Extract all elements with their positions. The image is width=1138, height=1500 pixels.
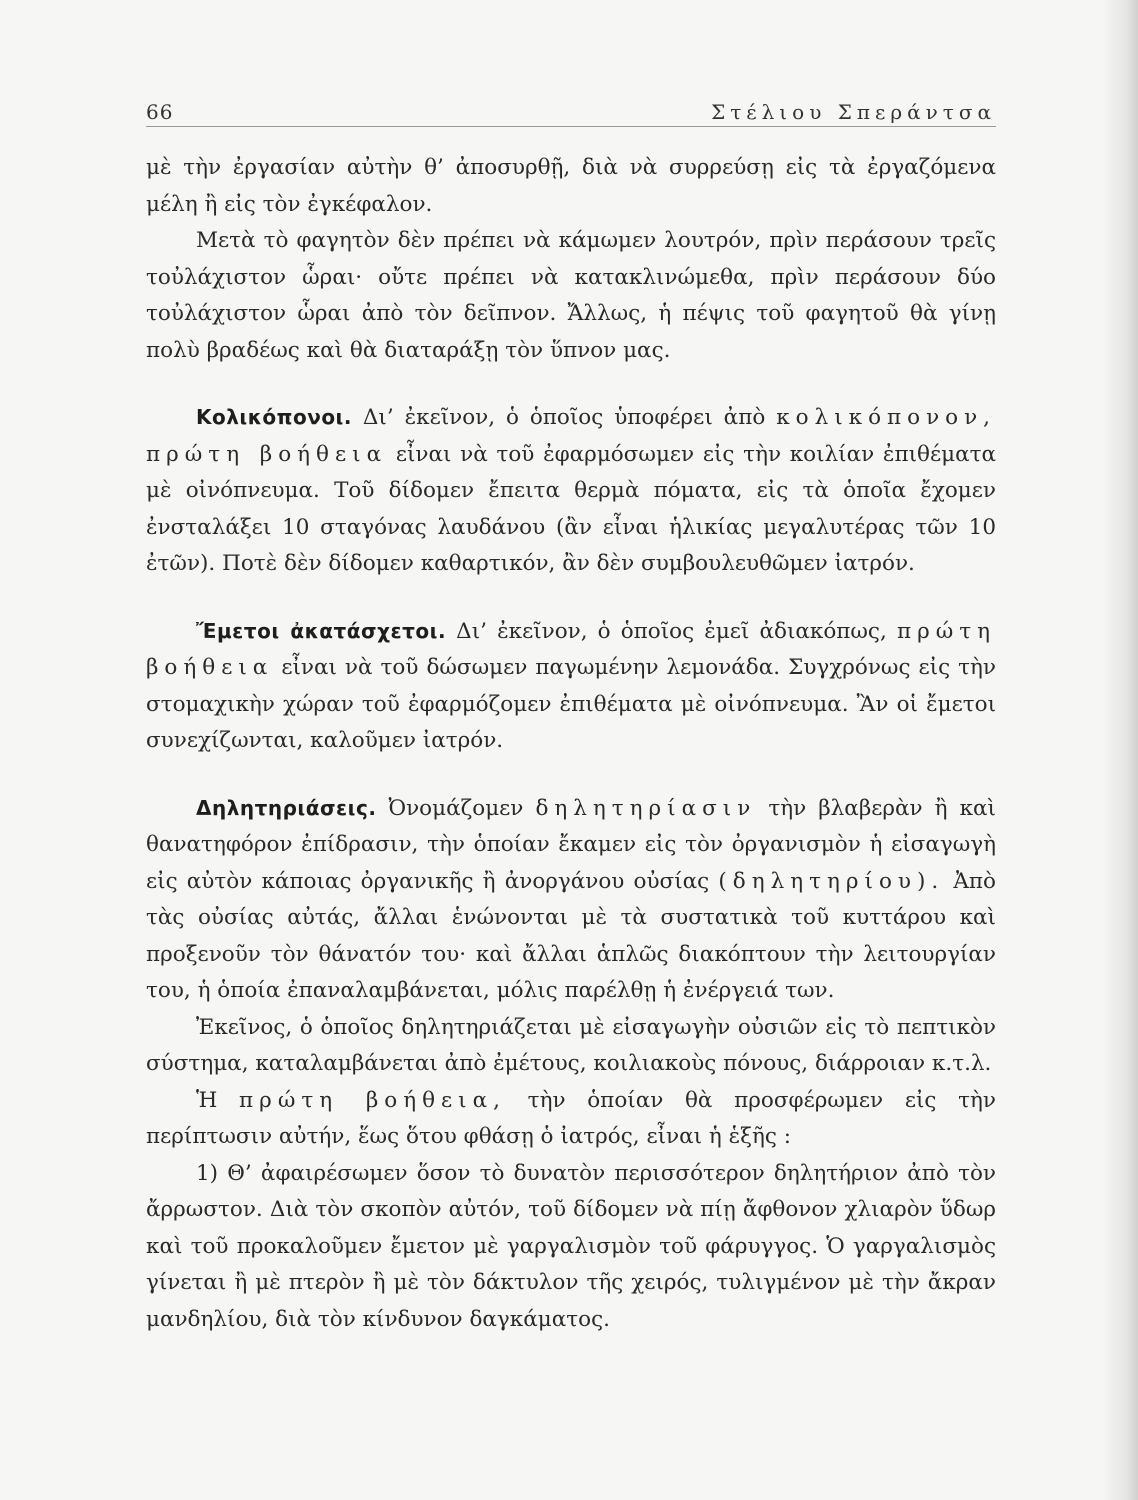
page-header [146,92,996,127]
section-vomiting [146,613,996,760]
section-text: εἶναι νὰ τοῦ ἐφαρμόσωμεν εἰς τὴν κοιλίαν ἐπιθέματα μὲ οἰνόπνευμα. Τοῦ δίδομεν ἔπειτα θερμὰ πόματα, εἰς τὰ ὁποῖα ἔχομεν ἐνσταλάξει 10 σταγόνας λαυδάνου (ἂν εἶναι ἡλικίας μεγαλυτέρας τῶν 10 ἐτῶν). Ποτὲ δὲν δίδομεν καθαρτικόν, ἂν δὲν συμβουλευθῶμεν ἰατρόν. [146,441,997,576]
spaced-emphasis: πρώτη βοήθεια [146,618,997,680]
section-text: Ἀπὸ τὰς οὐσίας αὐτάς, ἄλλαι ἑνώνονται μὲ τὰ συστατικὰ τοῦ κυττάρου καὶ προξενοῦν τὸν θάνατόν του· καὶ ἄλλαι ἁπλῶς διακόπτουν τὴν λειτουργίαν του, ἡ ὁποία ἐπαναλαμβάνεται, μόλις παρέλθῃ ἡ ἐνέργειά των. [146,868,997,1003]
spaced-emphasis: πρώτη βοήθεια, [239,1087,506,1113]
paragraph-symptoms: Ἐκεῖνος, ὁ ὁποῖος δηλητηριάζεται μὲ εἰσαγωγὴν οὐσιῶν εἰς τὸ πεπτικὸν σύστημα, καταλαμβάνεται ἀπὸ ἐμέτους, κοιλιακοὺς πόνους, διάρροιαν κ.τ.λ. [146,1014,996,1076]
section-heading-poisoning: Δηλητηριάσεις. [196,795,377,820]
section-text: τὴν βλαβερὰν ἢ καὶ θανατηφόρον ἐπίδρασιν, τὴν ὁποίαν ἔκαμεν εἰς τὸν ὀργανισμὸν ἡ εἰσαγωγὴ εἰς αὐτὸν κάποιας ὀργανικῆς ἢ ἀνοργάνου οὐσίας [146,795,996,894]
section-text: Δι’ ἐκεῖνον, ὁ ὁποῖος ὑποφέρει ἀπὸ [351,405,777,430]
paragraph-first-aid [146,1083,996,1156]
running-head: Στέλιου Σπεράντσα [711,100,996,124]
section-heading-vomiting: Ἔμετοι ἀκατάσχετοι. [196,618,447,643]
section-text: τὴν ὁποίαν θὰ προσφέρωμεν εἰς τὴν περίπτωσιν αὐτήν, ἕως ὅτου φθάσῃ ὁ ἰατρός, εἶναι ἡ ἑξῆς : [146,1087,996,1149]
spaced-emphasis: κολικόπονον, [776,405,996,430]
spaced-emphasis: (δηλητηρίου). [718,868,945,894]
numbered-item-1: 1) Θ’ ἀφαιρέσωμεν ὅσον τὸ δυνατὸν περισσότερον δηλητήριον ἀπὸ τὸν ἄρρωστον. Διὰ τὸν σκοπὸν αὐτόν, τοῦ δίδομεν νὰ πίῃ ἄφθονον χλιαρὸν ὕδωρ καὶ τοῦ προκαλοῦμεν ἔμετον μὲ γαργαλισμὸν τοῦ φάρυγγος. Ὁ γαργαλισμὸς γίνεται ἢ μὲ πτερὸν ἢ μὲ τὸν δάκτυλον τῆς χειρός, τυλιγμένον μὲ τὴν ἄκραν μανδηλίου, διὰ τὸν κίνδυνον δαγκάματος. [146,1160,996,1332]
spaced-emphasis: πρώτη βοήθεια [146,441,388,467]
section-text: Δι’ ἐκεῖνον, ὁ ὁποῖος ἐμεῖ ἀδιακόπως, [446,618,897,644]
section-text: εἶναι νὰ τοῦ δώσωμεν παγωμένην λεμονάδα. Συγχρόνως εἰς τὴν στομαχικὴν χώραν τοῦ ἐφαρμόζομεν ἐπιθέματα μὲ οἰνόπνευμα. Ἂν οἱ ἔμετοι συνεχίζωνται, καλοῦμεν ἰατρόν. [146,655,996,753]
page-body [146,150,996,1338]
section-colic [146,399,996,583]
paragraph-continuation: μὲ τὴν ἐργασίαν αὐτὴν θ’ ἀποσυρθῇ, διὰ νὰ συρρεύσῃ εἰς τὰ ἐργαζόμενα μέλη ἢ εἰς τὸν ἐγκέφαλον. [146,155,996,217]
paragraph-after-meal: Μετὰ τὸ φαγητὸν δὲν πρέπει νὰ κάμωμεν λουτρόν, πρὶν περάσουν τρεῖς τοὐλάχιστον ὧραι· οὔτε πρέπει νὰ κατακλινώμεθα, πρὶν περάσουν δύο τοὐλάχιστον ὧραι ἀπὸ τὸν δεῖπνον. Ἄλλως, ἡ πέψις τοῦ φαγητοῦ θὰ γίνῃ πολὺ βραδέως καὶ θὰ διαταράξῃ τὸν ὕπνον μας. [146,228,996,363]
section-text: Ἡ [196,1087,240,1113]
page-edge-shadow [1102,0,1138,1500]
page-number: 66 [146,100,174,124]
spaced-emphasis: δηλητηρίασιν [535,795,757,821]
section-poisoning [146,790,996,1010]
section-text: Ὀνομάζομεν [376,795,536,821]
section-heading-colic: Κολικόπονοι. [196,405,352,429]
